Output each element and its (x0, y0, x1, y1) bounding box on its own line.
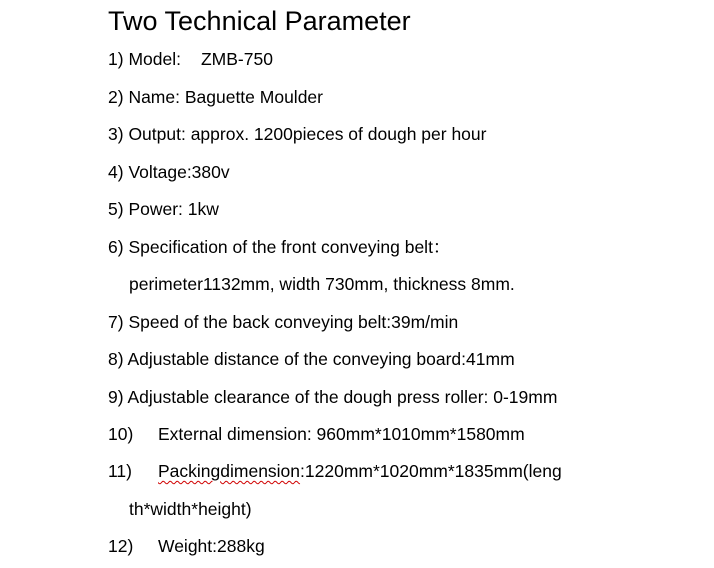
item-text: Adjustable clearance of the dough press roller: 0-19mm (127, 387, 558, 407)
parameter-line-packing-dimension-continuation: th*width*height) (129, 499, 252, 519)
item-text: Weight:288kg (158, 536, 265, 556)
item-text: Adjustable distance of the conveying board:41mm (127, 349, 515, 369)
parameter-line-front-belt-continuation: perimeter1132mm, width 730mm, thickness 8mm. (129, 274, 515, 294)
item-number: 5) (108, 199, 124, 219)
item-number: 4) (108, 162, 124, 182)
parameter-line-output (108, 122, 486, 146)
item-text: Output: approx. 1200pieces of dough per hour (128, 124, 487, 144)
item-number: 9) (108, 387, 124, 407)
item-number: 7) (108, 312, 124, 332)
parameter-line-power (108, 197, 219, 221)
item-number: 10) (108, 424, 134, 444)
parameter-line-weight (108, 534, 265, 558)
parameter-line-front-belt (108, 235, 450, 259)
parameter-line-back-belt-speed (108, 310, 458, 334)
item-number: 8) (108, 349, 124, 369)
parameter-line-board-distance (108, 347, 515, 371)
item-number: 12) (108, 536, 134, 556)
item-text: Voltage:380v (128, 162, 230, 182)
item-text: Name: Baguette Moulder (128, 87, 323, 107)
item-text: Power: 1kw (128, 199, 219, 219)
item-label: Model: (128, 49, 181, 69)
item-number: 2) (108, 87, 124, 107)
item-number: 6) (108, 237, 124, 257)
parameter-line-packing-dimension (108, 459, 562, 483)
parameter-line-roller-clearance (108, 385, 557, 409)
item-number: 1) (108, 49, 124, 69)
item-text: Specification of the front conveying belt： (128, 237, 451, 257)
parameter-line-model (108, 47, 273, 71)
document-title: Two Technical Parameter (108, 6, 411, 36)
spellcheck-word: Packingdimension (158, 461, 301, 481)
parameter-line-name (108, 85, 323, 109)
item-number: 3) (108, 124, 124, 144)
item-number: 11) (108, 461, 132, 481)
item-text: Speed of the back conveying belt:39m/min (128, 312, 459, 332)
item-value: ZMB-750 (200, 49, 273, 69)
parameter-line-external-dimension (108, 422, 525, 446)
item-text: :1220mm*1020mm*1835mm(leng (300, 461, 562, 481)
item-text: External dimension: 960mm*1010mm*1580mm (158, 424, 525, 444)
parameter-line-voltage (108, 160, 230, 184)
